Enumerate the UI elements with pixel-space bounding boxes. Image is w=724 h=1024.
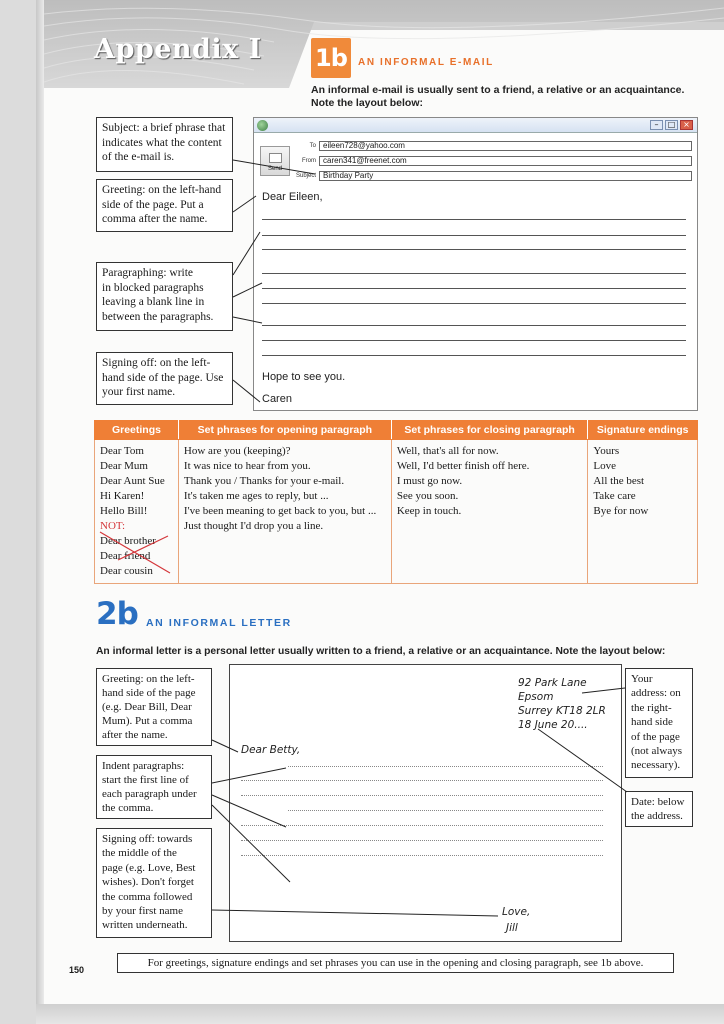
note-address xyxy=(625,668,693,778)
page-number: 150 xyxy=(69,965,85,975)
not-label: NOT: xyxy=(100,520,126,532)
note-line: after the name. xyxy=(102,729,168,741)
globe-icon xyxy=(257,120,268,131)
email-signature: Caren xyxy=(262,393,292,405)
struck-item: Dear cousin xyxy=(100,565,153,577)
greetings-cell xyxy=(95,440,179,584)
letter-line xyxy=(241,780,603,781)
email-line xyxy=(262,235,686,236)
list-item: I must go now. xyxy=(396,475,463,487)
section-1b-intro-line1: An informal e-mail is usually sent to a friend, a relative or an acquaintance. xyxy=(311,84,685,96)
email-line xyxy=(262,249,686,250)
letter-line xyxy=(241,840,603,841)
note-line: Mum). Put a comma xyxy=(102,715,193,727)
section-1b-title: AN INFORMAL E-MAIL xyxy=(358,57,494,68)
note-line: the address. xyxy=(631,810,683,822)
section-2b-number: 2b xyxy=(96,596,138,632)
list-item: Well, I'd better finish off here. xyxy=(396,460,530,472)
email-window xyxy=(253,117,698,411)
list-item: Yours xyxy=(593,445,620,457)
from-label: From xyxy=(302,158,316,164)
letter-line xyxy=(288,766,603,767)
note-line: of the e-mail is. xyxy=(102,151,175,163)
opening-cell xyxy=(178,440,391,584)
header-opening: Set phrases for opening paragraph xyxy=(178,421,391,440)
note-indent xyxy=(96,755,212,819)
send-button-label: Send xyxy=(267,166,282,172)
note-line: Greeting: on the left-hand xyxy=(102,184,222,196)
letter-closing: Love, xyxy=(502,906,531,918)
page-bottom-shadow xyxy=(36,1004,724,1024)
envelope-icon xyxy=(269,153,282,163)
list-item: Hi Karen! xyxy=(100,490,145,502)
section-1b-number: 1b xyxy=(311,38,351,78)
note-line: address: on xyxy=(631,687,681,700)
note-line: Your xyxy=(631,673,653,685)
note-line: Date: below xyxy=(631,796,685,808)
letter-greeting: Dear Betty, xyxy=(241,744,301,756)
subject-label: Subject xyxy=(295,173,316,179)
list-item: Bye for now xyxy=(593,505,649,517)
note-signing-off-letter xyxy=(96,828,212,938)
section-2b-title: AN INFORMAL LETTER xyxy=(146,617,292,629)
list-item: All the best xyxy=(593,475,645,487)
to-field[interactable]: eileen728@yahoo.com xyxy=(319,141,692,151)
note-line: (e.g. Dear Bill, Dear xyxy=(102,701,192,713)
note-line: Greeting: on the left- xyxy=(102,673,195,685)
header-greetings: Greetings xyxy=(95,421,179,440)
note-line: in blocked paragraphs xyxy=(102,281,204,294)
note-line: the right- xyxy=(631,701,672,714)
close-icon[interactable]: × xyxy=(680,120,693,130)
note-line: start the first line of xyxy=(102,774,189,786)
endings-cell xyxy=(588,440,698,584)
note-date xyxy=(625,791,693,827)
header-endings: Signature endings xyxy=(588,421,698,440)
note-line: Signing off: towards xyxy=(102,833,193,845)
email-line xyxy=(262,219,686,220)
note-subject xyxy=(96,117,233,172)
list-item: Love xyxy=(593,460,616,472)
phrases-table xyxy=(94,420,698,584)
note-line: leaving a blank line in xyxy=(102,296,205,308)
letter-line xyxy=(241,855,603,856)
note-line: the comma. xyxy=(102,802,154,814)
list-item: Take care xyxy=(593,490,636,502)
list-item: Keep in touch. xyxy=(396,505,462,517)
note-line: the comma followed xyxy=(102,890,193,903)
list-item: Dear Tom xyxy=(100,445,144,457)
list-item: I've been meaning to get back to you, but ... xyxy=(183,505,377,517)
struck-item: Dear brother xyxy=(100,535,156,547)
note-line: wishes). Don't forget xyxy=(102,876,194,889)
note-line: hand side of the page. Use xyxy=(102,371,224,384)
note-line: Subject: a brief phrase that xyxy=(102,122,226,134)
list-item: Dear Aunt Sue xyxy=(100,475,165,487)
header-closing: Set phrases for closing paragraph xyxy=(391,421,588,440)
note-line: Signing off: on the left- xyxy=(102,357,211,369)
note-line: your first name. xyxy=(102,386,176,398)
note-line: each paragraph under xyxy=(102,788,197,800)
address-line: Surrey KT18 2LR xyxy=(518,705,606,717)
letter-signature: Jill xyxy=(506,922,518,934)
address-line: 92 Park Lane xyxy=(518,677,587,689)
note-line: (not always xyxy=(631,745,683,758)
note-paragraphing xyxy=(96,262,233,331)
email-closing: Hope to see you. xyxy=(262,371,346,383)
list-item: Dear Mum xyxy=(100,460,148,472)
note-line: written underneath. xyxy=(102,919,188,932)
send-button[interactable] xyxy=(260,146,290,176)
list-item: Well, that's all for now. xyxy=(396,445,499,457)
list-item: See you soon. xyxy=(396,490,459,502)
subject-field[interactable]: Birthday Party xyxy=(319,171,692,181)
from-field[interactable]: caren341@freenet.com xyxy=(319,156,692,166)
note-line: necessary). xyxy=(631,759,681,772)
list-item: Thank you / Thanks for your e-mail. xyxy=(183,475,345,487)
note-line: Indent paragraphs: xyxy=(102,760,185,772)
note-line: the middle of the xyxy=(102,847,177,860)
letter-date: 18 June 20.... xyxy=(518,719,588,731)
note-line: between the paragraphs. xyxy=(102,310,214,323)
email-line xyxy=(262,355,686,356)
note-line: page (e.g. Love, Best xyxy=(102,861,196,874)
struck-item: Dear friend xyxy=(100,550,151,562)
email-line xyxy=(262,325,686,326)
list-item: How are you (keeping)? xyxy=(183,445,291,457)
closing-cell xyxy=(391,440,588,584)
list-item: It was nice to hear from you. xyxy=(183,460,311,472)
note-signing-off-email xyxy=(96,352,233,405)
note-line: by your first name xyxy=(102,905,183,918)
email-titlebar xyxy=(254,118,697,133)
note-line: Paragraphing: write xyxy=(102,267,194,279)
note-greeting-email xyxy=(96,179,233,232)
note-line: side of the page. Put a xyxy=(102,198,204,211)
appendix-title: Appendix I xyxy=(94,34,262,65)
maximize-icon[interactable]: □ xyxy=(665,120,678,130)
list-item: It's taken me ages to reply, but ... xyxy=(183,490,329,502)
note-line: of the page xyxy=(631,730,680,743)
note-line: hand side xyxy=(631,716,673,729)
email-line xyxy=(262,288,686,289)
minimize-icon[interactable]: – xyxy=(650,120,663,130)
letter-sheet xyxy=(229,664,622,942)
note-line: indicates what the content xyxy=(102,136,222,149)
email-greeting: Dear Eileen, xyxy=(262,191,323,203)
letter-line xyxy=(288,810,603,811)
email-line xyxy=(262,273,686,274)
to-label: To xyxy=(309,143,316,149)
note-line: hand side of the page xyxy=(102,687,196,699)
note-line: comma after the name. xyxy=(102,213,208,225)
list-item: Hello Bill! xyxy=(100,505,148,517)
section-1b-intro xyxy=(311,84,684,110)
table-header-row xyxy=(95,421,698,440)
letter-line xyxy=(241,825,603,826)
footer-note: For greetings, signature endings and set phrases you can use in the opening and closing paragraph, see 1b above. xyxy=(117,953,674,973)
address-line: Epsom xyxy=(518,691,554,703)
table-row xyxy=(95,440,698,584)
section-1b-intro-line2: Note the layout below: xyxy=(311,97,424,109)
list-item: Just thought I'd drop you a line. xyxy=(183,520,324,532)
section-2b-intro: An informal letter is a personal letter usually written to a friend, a relative or an acquaintance. Note the layout below: xyxy=(96,646,666,657)
email-line xyxy=(262,340,686,341)
note-greeting-letter xyxy=(96,668,212,746)
email-line xyxy=(262,303,686,304)
letter-line xyxy=(241,795,603,796)
